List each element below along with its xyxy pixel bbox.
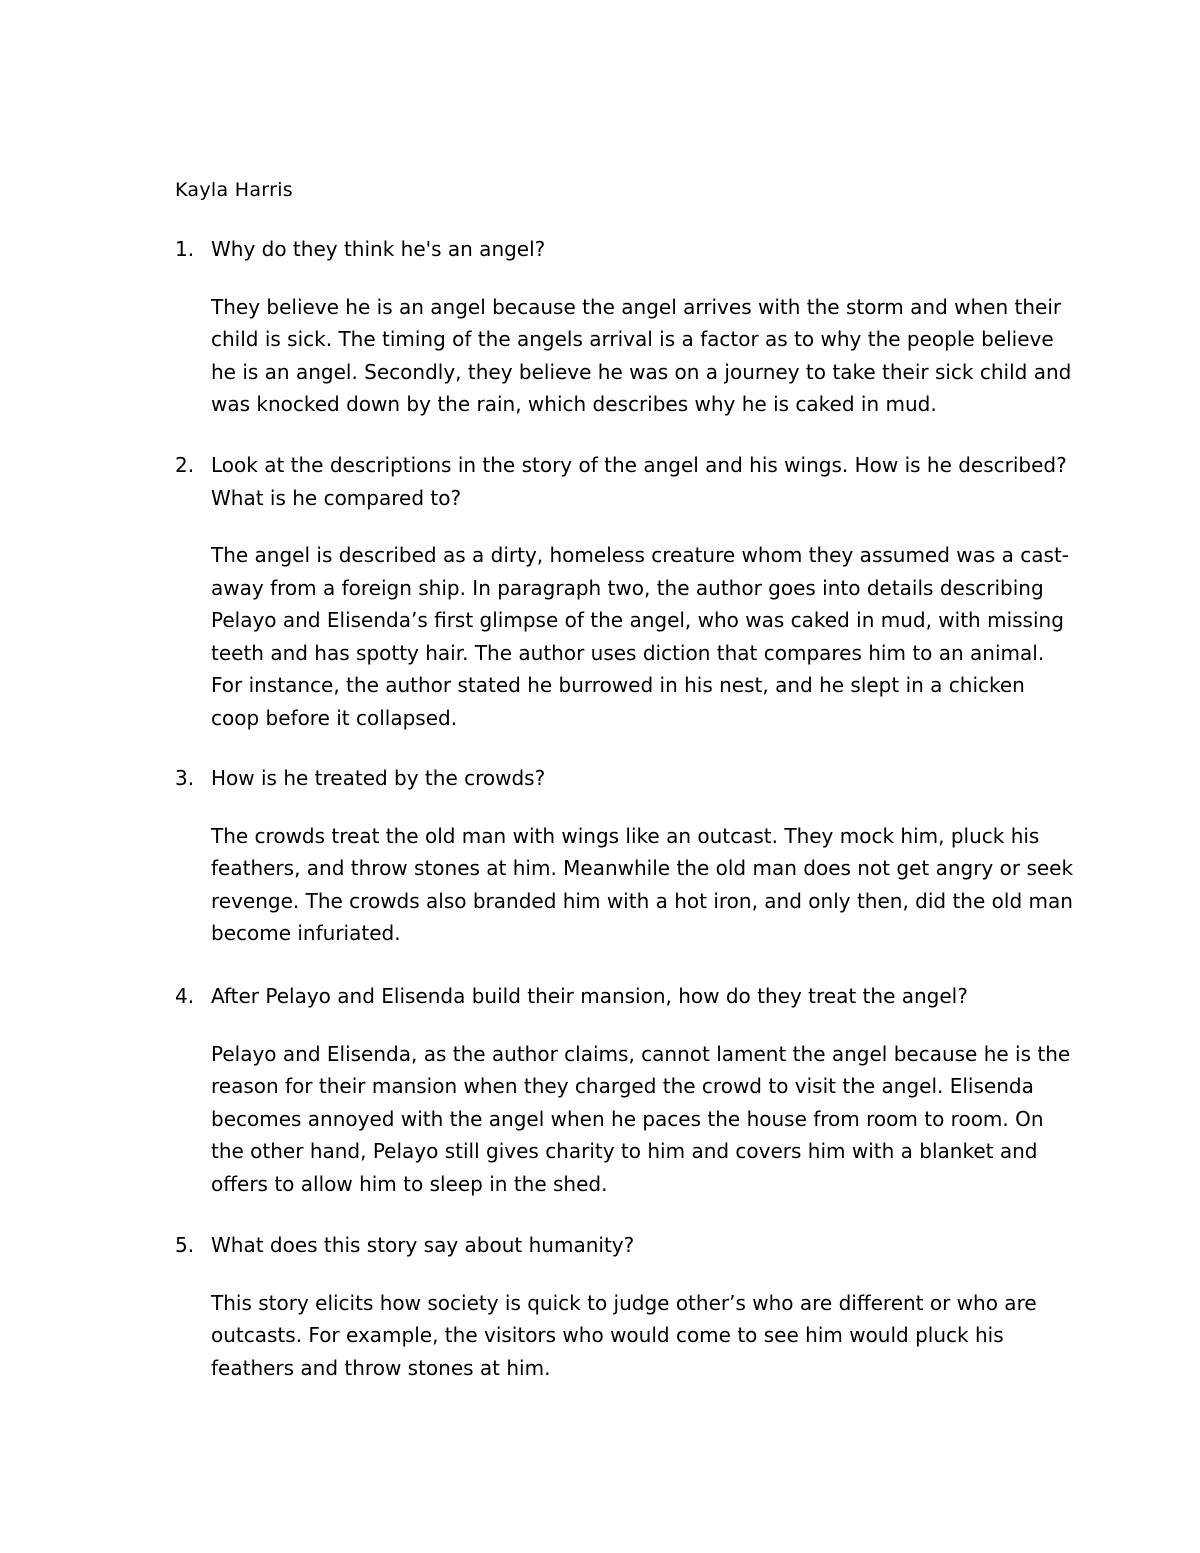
question-row [175,233,1075,266]
question-item-5 [175,1229,1075,1384]
question-text: What does this story say about humanity? [211,1233,635,1257]
question-row [175,449,1075,514]
question-item-2 [175,449,1075,734]
author-name: Kayla Harris [175,179,293,201]
question-text: Why do they think he's an angel? [211,237,546,261]
question-item-3 [175,762,1075,950]
answer-text: This story elicits how society is quick to judge other’s who are different or who are outcasts. For example, the visitors who would come to see him would pluck his feathers and throw stones at him. [211,1290,1037,1380]
question-number: 3. [175,766,195,790]
question-item-1 [175,233,1075,421]
question-number: 2. [175,453,195,477]
question-row [175,762,1075,795]
question-row [175,1229,1075,1262]
answer-text: Pelayo and Elisenda, as the author claims, cannot lament the angel because he is the reason for their mansion when they charged the crowd to visit the angel. Elisenda becomes annoyed with the angel when he paces the house from room to room. On the other hand, Pelayo still gives charity to him and covers him with a blanket and offers to allow him to sleep in the shed. [211,1041,1071,1196]
question-text: After Pelayo and Elisenda build their mansion, how do they treat the angel? [211,984,968,1008]
question-number: 1. [175,237,195,261]
question-text: How is he treated by the crowds? [211,766,546,790]
question-number: 5. [175,1233,195,1257]
answer-text: They believe he is an angel because the angel arrives with the storm and when their child is sick. The timing of the angels arrival is a factor as to why the people believe he is an angel. Secondly, they believe he was on a journey to take their sick child and was knocked down by the rain, which describes why he is caked in mud. [211,294,1072,416]
answer-text: The crowds treat the old man with wings like an outcast. They mock him, pluck his feathers, and throw stones at him. Meanwhile the old man does not get angry or seek revenge. The crowds also branded him with a hot iron, and only then, did the old man become infuriated. [211,823,1074,945]
question-number: 4. [175,984,195,1008]
answer-text: The angel is described as a dirty, homeless creature whom they assumed was a cast-away from a foreign ship. In paragraph two, the author goes into details describing Pelayo and Elisenda’s first glimpse of the angel, who was caked in mud, with missing teeth and has spotty hair. The author uses diction that compares him to an animal. For instance, the author stated he burrowed in his nest, and he slept in a chicken coop before it collapsed. [211,543,1070,730]
question-row [175,980,1075,1013]
question-text: Look at the descriptions in the story of the angel and his wings. How is he described? What is he compared to? [211,453,1067,510]
question-item-4 [175,980,1075,1200]
